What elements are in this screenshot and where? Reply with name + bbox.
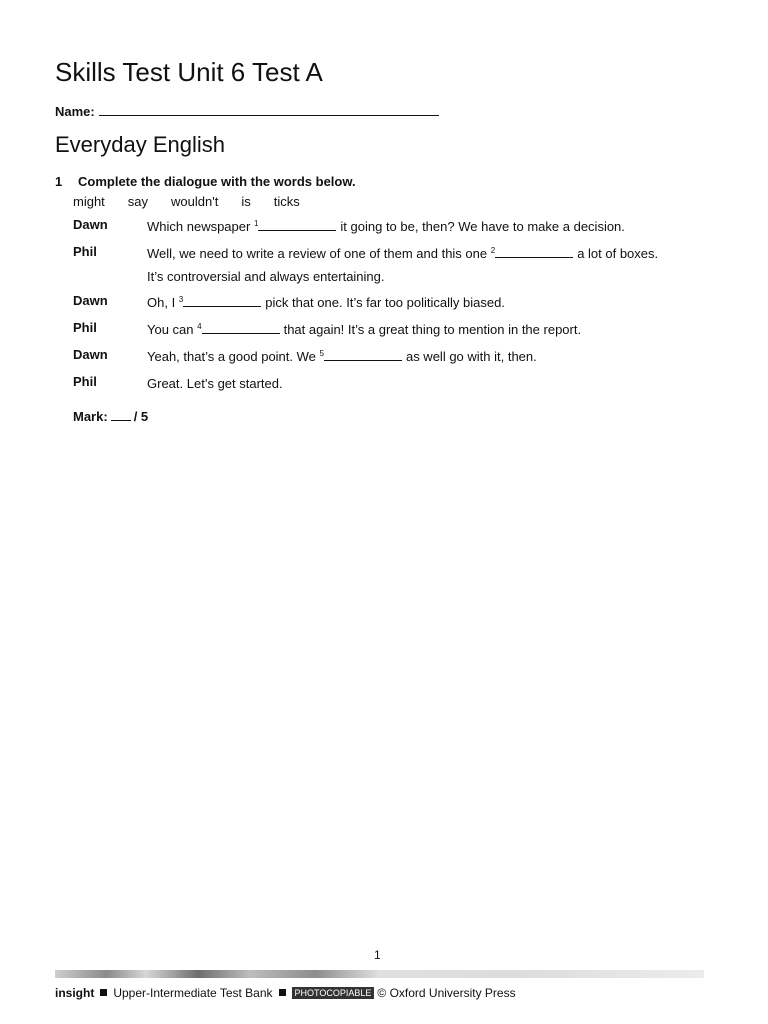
name-label: Name: [55,104,95,119]
name-blank-line [99,103,439,116]
dialogue-text [147,372,707,395]
footer-brand: insight [55,986,95,1000]
page-title: Skills Test Unit 6 Test A [55,57,323,87]
gap-number: 3 [178,295,184,304]
footer-image-band [55,970,704,978]
gap-number: 2 [490,246,496,255]
dialogue-text-part: it going to be, then? We have to make a decision. [340,219,625,234]
gap-number: 5 [319,349,324,358]
dialogue-text-part: Oh, I [147,295,179,310]
dialogue-text-part: Well, we need to write a review of one of them and this one [147,246,491,261]
gap-number: 4 [197,322,202,331]
word-bank-item: ticks [273,194,300,209]
dialogue-text-part: pick that one. It’s far too politically biased. [265,295,505,310]
speaker-name: Phil [73,374,97,389]
mark-total: / 5 [133,409,149,424]
page-number: 1 [374,948,381,962]
answer-blank [324,349,402,361]
speaker-name: Phil [73,244,97,259]
answer-blank [495,246,573,258]
dialogue-text [147,345,707,368]
mark-label: Mark: [73,409,108,424]
dialogue-text [147,215,707,238]
exercise-instruction [55,174,356,189]
dialogue-text [147,291,707,314]
word-bank-item: is [241,194,251,209]
footer-bank: Upper-Intermediate Test Bank [113,986,273,1000]
dialogue-text-part: that again! It’s a great thing to mention in the report. [283,322,582,337]
square-bullet-icon [279,989,286,996]
mark-blank [111,409,131,421]
exercise-number: 1 [55,174,63,189]
answer-blank [258,219,336,231]
mark-score [73,409,148,424]
dialogue-text-part: as well go with it, then. [405,349,537,364]
dialogue-text-part: a lot of boxes. [577,246,659,261]
dialogue-text-part: It’s controversial and always entertaining. [147,269,385,284]
dialogue-text-part: Yeah, that’s a good point. We [147,349,320,364]
answer-blank [202,322,280,334]
speaker-name: Dawn [73,293,108,308]
gap-number: 1 [253,219,259,228]
word-bank-item: wouldn't [171,194,219,209]
speaker-name: Dawn [73,347,108,362]
speaker-name: Dawn [73,217,108,232]
footer-copyright: © Oxford University Press [377,986,516,1000]
footer [55,986,516,1000]
name-field-row [55,103,439,119]
word-bank [73,194,323,209]
dialogue-text [147,242,707,288]
dialogue-text-part: Which newspaper [147,219,254,234]
dialogue-text-part: You can [147,322,198,337]
word-bank-item: might [73,194,105,209]
square-bullet-icon [100,989,107,996]
word-bank-item: say [127,194,149,209]
section-title: Everyday English [55,132,225,157]
dialogue-text [147,318,707,341]
photocopiable-badge: PHOTOCOPIABLE [292,987,375,999]
exercise-instruction-text: Complete the dialogue with the words below. [78,174,356,189]
dialogue-text-part: Great. Let’s get started. [147,376,283,391]
answer-blank [183,295,261,307]
speaker-name: Phil [73,320,97,335]
